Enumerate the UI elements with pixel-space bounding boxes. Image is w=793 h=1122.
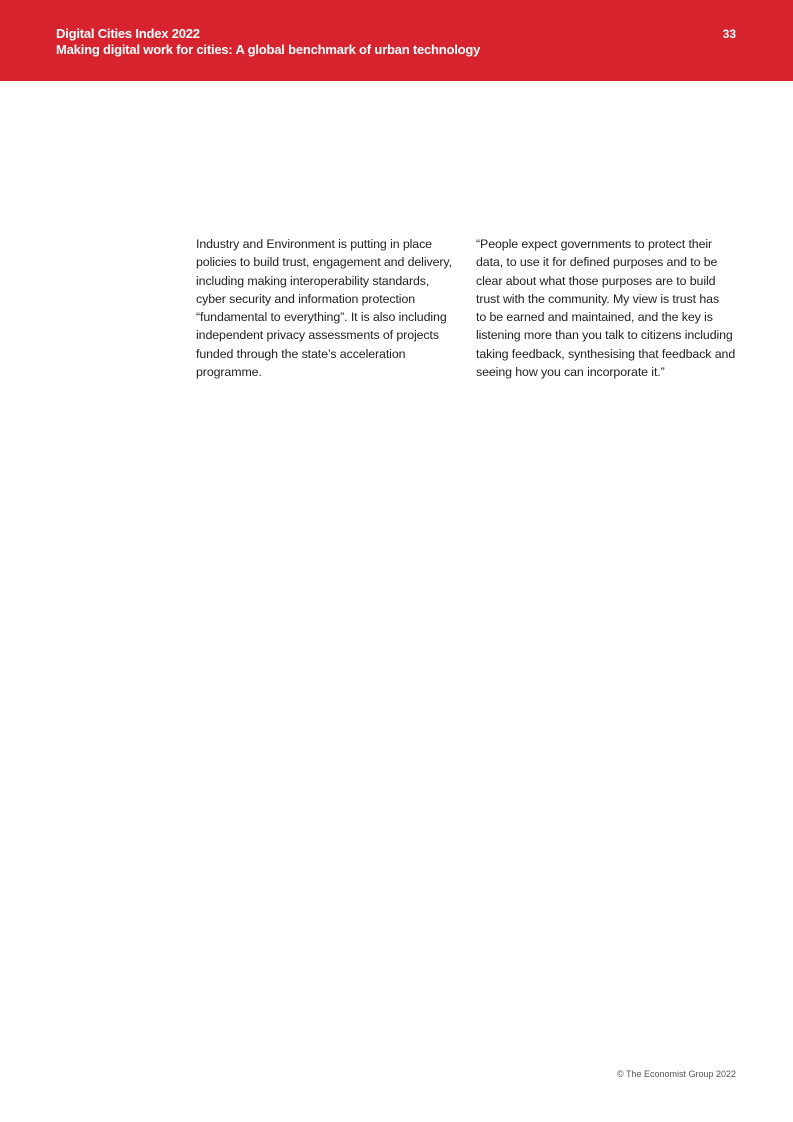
- text-line: programme.: [196, 365, 262, 380]
- text-line: “People expect governments to protect their: [476, 237, 713, 251]
- report-header: [0, 0, 793, 81]
- text-line: to be earned and maintained, and the key is: [476, 310, 713, 325]
- text-line: listening more than you talk to citizens including: [476, 328, 733, 343]
- text-line: clear about what those purposes are to build: [476, 273, 716, 288]
- left-text-column: [196, 235, 462, 381]
- quote-paragraph: [476, 235, 742, 381]
- text-line: seeing how you can incorporate it.”: [476, 365, 665, 380]
- text-line: trust with the community. My view is trust has: [476, 291, 720, 306]
- report-title: Digital Cities Index 2022: [56, 26, 200, 41]
- text-line: funded through the state’s acceleration: [196, 346, 406, 361]
- text-line: data, to use it for defined purposes and to be: [476, 255, 718, 270]
- text-line: cyber security and information protection: [196, 291, 416, 306]
- copyright-notice: © The Economist Group 2022: [616, 1069, 736, 1079]
- text-line: Industry and Environment is putting in place: [196, 237, 432, 251]
- right-text-column: [476, 235, 742, 381]
- left-paragraph: [196, 235, 462, 381]
- text-line: taking feedback, synthesising that feedback and: [476, 346, 736, 361]
- text-line: including making interoperability standards,: [196, 273, 430, 288]
- text-line: “fundamental to everything”. It is also including: [196, 310, 447, 325]
- page-number: 33: [722, 27, 736, 41]
- text-line: independent privacy assessments of projects: [196, 328, 439, 343]
- text-line: policies to build trust, engagement and delivery,: [196, 255, 452, 270]
- report-subtitle: Making digital work for cities: A global benchmark of urban technology: [56, 42, 481, 57]
